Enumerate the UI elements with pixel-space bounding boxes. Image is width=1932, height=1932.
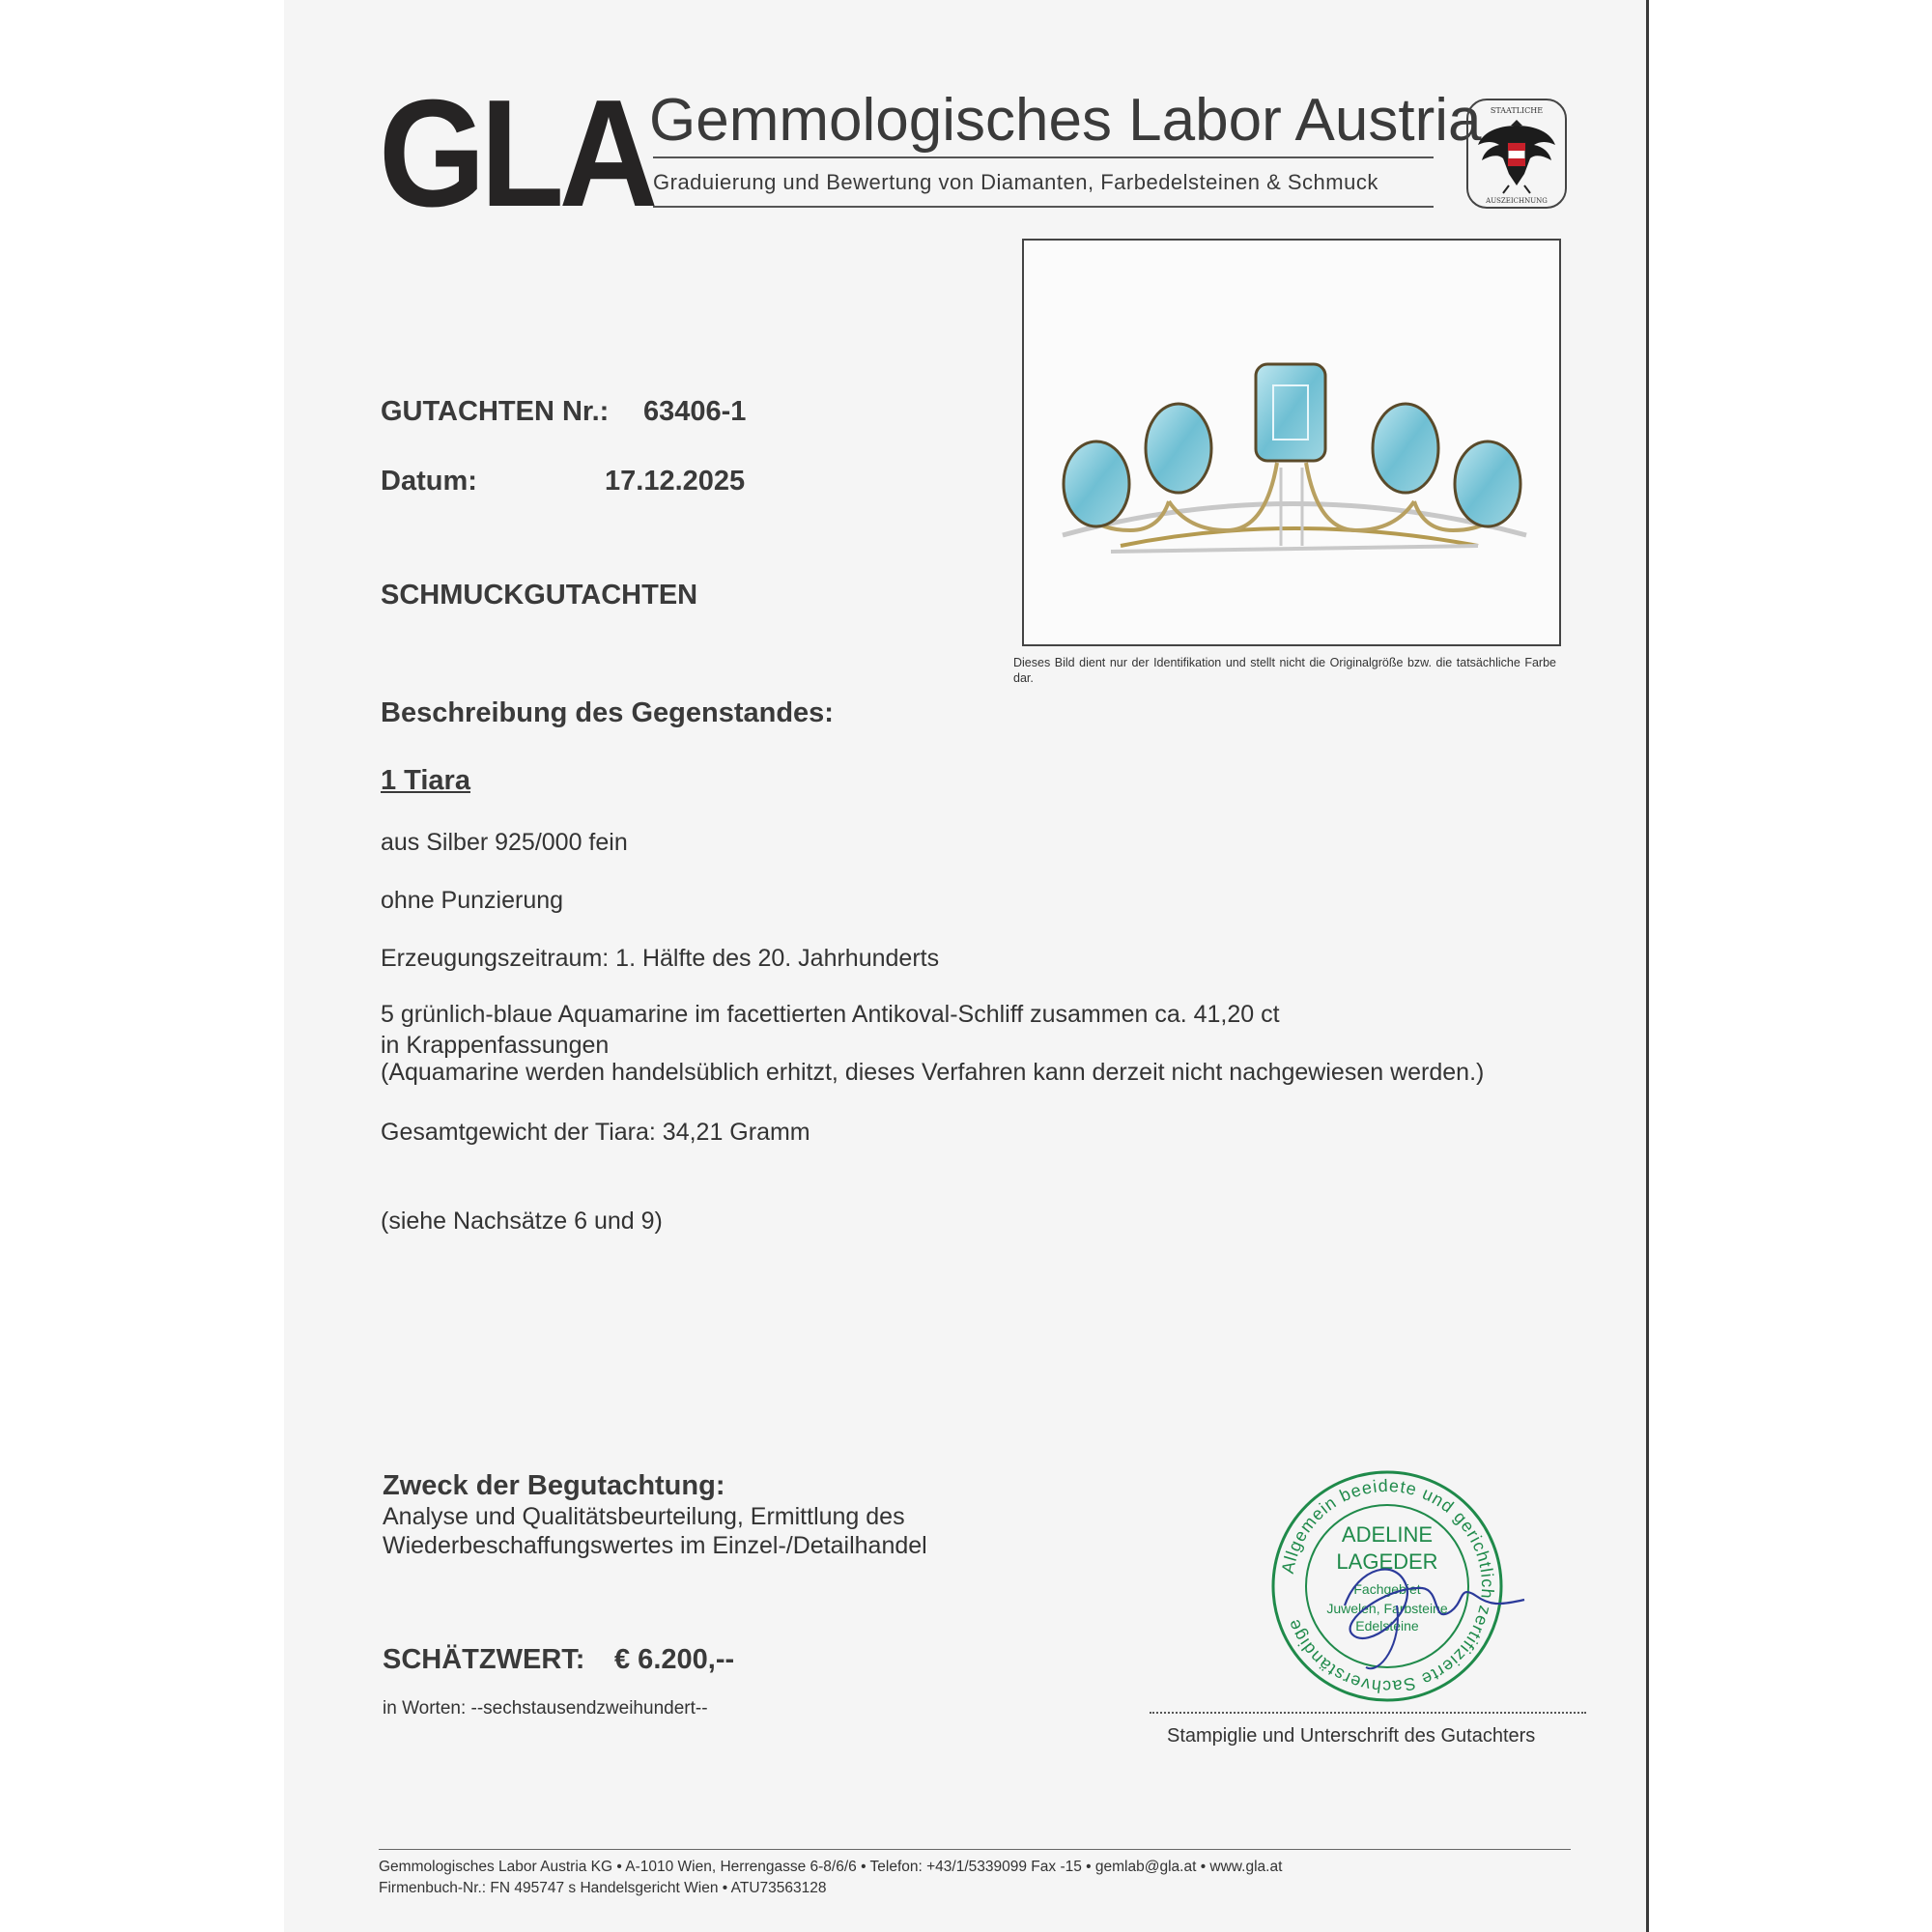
item-name: 1 Tiara [381, 765, 470, 796]
description-line: 5 grünlich-blaue Aquamarine im facettierten Antikoval-Schliff zusammen ca. 41,20 ct [381, 1001, 1280, 1028]
description-line: aus Silber 925/000 fein [381, 829, 628, 856]
purpose-heading: Zweck der Begutachtung: [383, 1470, 725, 1501]
stamp-ring-text: Allgemein beeidete und gerichtlich zertifizierte Sachverständige [1277, 1475, 1498, 1697]
photo-caption: Dieses Bild dient nur der Identifikation und stellt nicht die Originalgröße bzw. die tatsächliche Farbe dar. [1013, 656, 1556, 685]
report-type: SCHMUCKGUTACHTEN [381, 580, 698, 611]
stamp-name-line2: LAGEDER [1336, 1549, 1438, 1574]
description-heading: Beschreibung des Gegenstandes: [381, 697, 834, 728]
stamp-line: Fachgebiet [1353, 1581, 1421, 1597]
description-line: ohne Punzierung [381, 887, 564, 914]
description-line: in Krappenfassungen [381, 1032, 610, 1059]
footer-line2: Firmenbuch-Nr.: FN 495747 s Handelsgericht Wien • ATU73563128 [379, 1880, 827, 1896]
description-line: Erzeugungszeitraum: 1. Hälfte des 20. Jahrhunderts [381, 945, 940, 972]
purpose-line: Wiederbeschaffungswertes im Einzel-/Detailhandel [383, 1532, 927, 1559]
description-line: Gesamtgewicht der Tiara: 34,21 Gramm [381, 1119, 810, 1146]
gla-logo: GLA [379, 69, 653, 239]
purpose-line: Analyse und Qualitätsbeurteilung, Ermittlung des [383, 1503, 905, 1530]
report-date-label: Datum: [381, 466, 477, 497]
lab-subtitle: Graduierung und Bewertung von Diamanten, Farbedelsteinen & Schmuck [653, 170, 1378, 194]
sheet-edge [1646, 0, 1649, 1932]
footer-rule [379, 1849, 1571, 1850]
tiara-photo [1022, 239, 1561, 646]
header-rule-top [653, 156, 1434, 158]
emblem-text-bottom: AUSZEICHNUNG [1486, 197, 1548, 205]
header-rule-bottom [653, 206, 1434, 208]
austrian-eagle-emblem-icon [1464, 97, 1569, 211]
expert-stamp [1252, 1461, 1542, 1712]
stamp-name-line1: ADELINE [1341, 1522, 1434, 1547]
stamp-line: Edelsteine [1355, 1618, 1419, 1634]
valuation-value: € 6.200,-- [614, 1644, 735, 1675]
report-number-value: 63406-1 [643, 396, 747, 427]
report-date-value: 17.12.2025 [605, 466, 746, 497]
report-number-label: GUTACHTEN Nr.: [381, 396, 610, 427]
signature-line [1150, 1712, 1586, 1714]
description-line: (siehe Nachsätze 6 und 9) [381, 1208, 663, 1235]
description-line: (Aquamarine werden handelsüblich erhitzt, dieses Verfahren kann derzeit nicht nachgewiesen werden.) [381, 1059, 1485, 1086]
footer-line1: Gemmologisches Labor Austria KG • A-1010 Wien, Herrengasse 6-8/6/6 • Telefon: +43/1/5339099 Fax -15 • gemlab@gla.at • www.gla.at [379, 1859, 1283, 1875]
tiara-photo-icon [1024, 241, 1559, 644]
emblem-text-top: STAATLICHE [1490, 106, 1544, 115]
lab-name: Gemmologisches Labor Austria [649, 87, 1482, 154]
stamp-line: Juwelen, Farbsteine [1326, 1601, 1448, 1616]
signature-caption: Stampiglie und Unterschrift des Gutachters [1167, 1725, 1536, 1747]
valuation-words: in Worten: --sechstausendzweihundert-- [383, 1698, 708, 1719]
valuation-label: SCHÄTZWERT: [383, 1644, 585, 1675]
